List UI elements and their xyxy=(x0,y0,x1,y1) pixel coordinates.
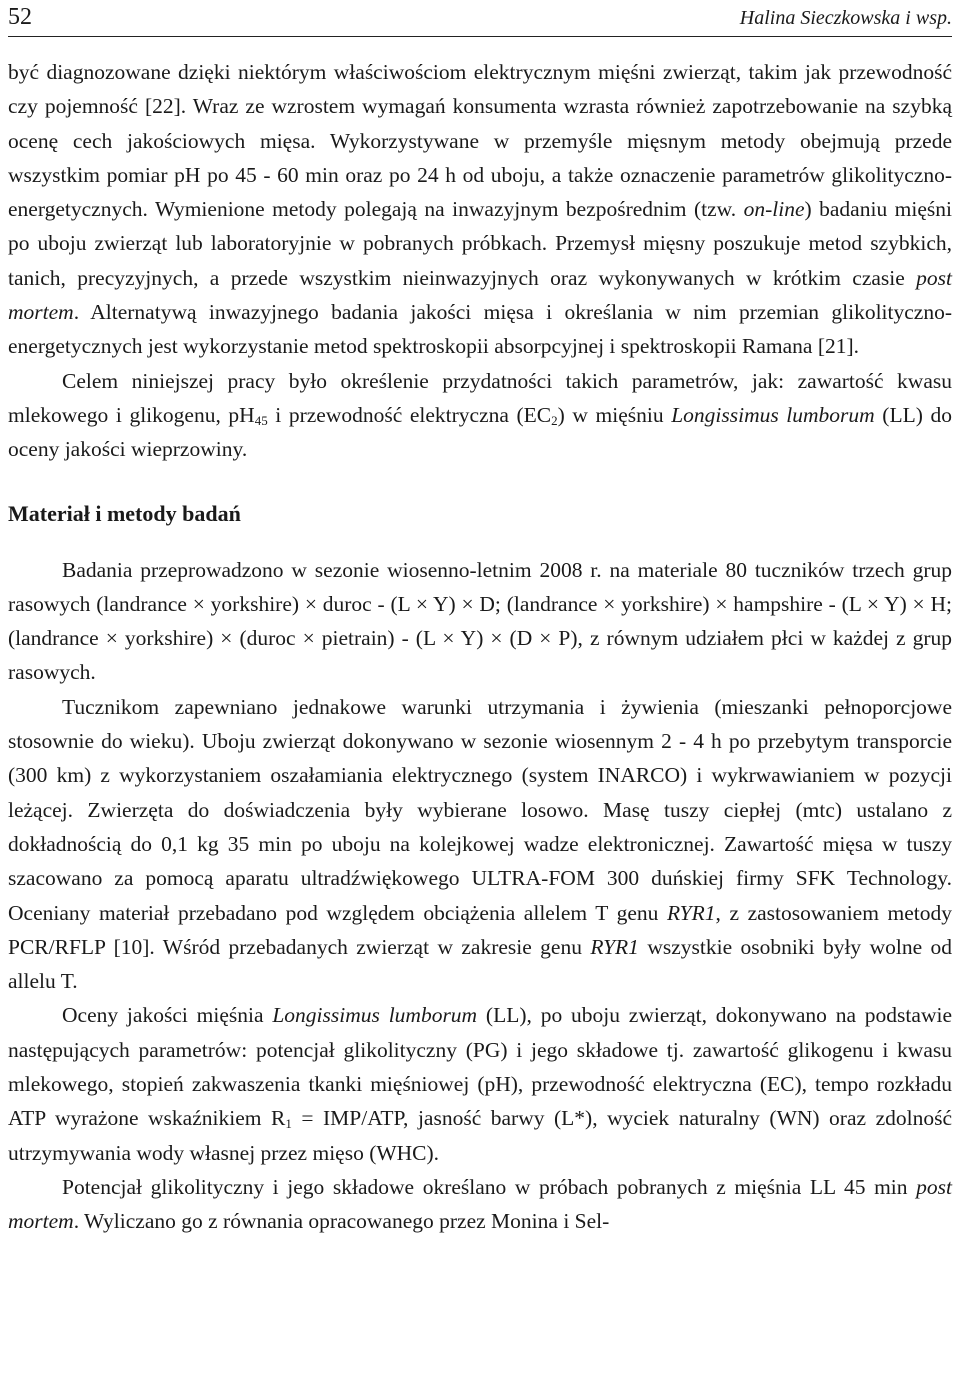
methods-paragraph-3: Oceny jakości mięśnia Longissimus lumborum (LL), po uboju zwierząt, dokonywano na podstawie następujących parametrów: potencjał glikolityczny (PG) i jego składowe tj. zawartość glikogenu i kwasu mlekowego, stopień zakwaszenia tkanki mięśniowej (pH), przewodność elektryczna (EC), tempo rozkładu ATP wyrażone wskaźnikiem $R_1 = IMP/ATP$, jasność barwy (L*), wyciek naturalny (WN) oraz zdolność utrzymywania wody własnej przez mięso (WHC). xyxy=(8,1003,952,1165)
methods-paragraph-2: Tucznikom zapewniano jednakowe warunki utrzymania i żywienia (mieszanki pełnoporcjowe stosownie do wieku). Uboju zwierząt dokonywano w sezonie wiosennym 2 - 4 h po przebytym transporcie (300 km) z wykorzystaniem oszałamiania elektrycznego (system INARCO) i wykrwawianiem w pozycji leżącej. Zwierzęta do doświadczenia były wybierane losowo. Masę tuszy ciepłej (mtc) ustalano z dokładnością do 0,1 kg 35 min po uboju na kolejkowej wadze elektronicznej. Zawartość mięsa w tuszy szacowano za pomocą aparatu ultradźwiękowego ULTRA-FOM 300 duńskiej firmy SFK Technology. Oceniany materiał przebadano pod względem obciążenia allelem T genu RYR1, z zastosowaniem metody PCR/RFLP [10]. Wśród przebadanych zwierząt w zakresie genu RYR1 wszystkie osobniki były wolne od allelu T. xyxy=(8,694,952,994)
page xyxy=(8,0,952,1239)
running-head xyxy=(8,0,952,37)
header-authors: Halina Sieczkowska i wsp. xyxy=(739,7,952,29)
section-heading: Materiał i metody badań xyxy=(8,500,241,526)
intro-paragraph-aim: Celem niniejszej pracy było określenie przydatności takich parametrów, jak: zawartość kwasu mlekowego i glikogenu, $pH_{45}$ i przewodność elektryczna $(EC_2)$ w mięśniu Longissimus lumborum (LL) do oceny jakości wieprzowiny. xyxy=(8,368,952,462)
methods-paragraph-1: Badania przeprowadzono w sezonie wiosenno-letnim 2008 r. na materiale 80 tuczników trzech grup rasowych (landrance × yorkshire) × duroc - (L × Y) × D; (landrance × yorkshire) × hampshire - (L × Y) × H; (landrance × yorkshire) × (duroc × pietrain) - (L × Y) × (D × P), z równym udziałem płci w każdej z grup rasowych. xyxy=(8,557,952,685)
page-number: 52 xyxy=(8,4,32,30)
intro-paragraph-1: być diagnozowane dzięki niektórym właściwościom elektrycznym mięśni zwierząt, takim jak przewodność czy pojemność [22]. Wraz ze wzrostem wymagań konsumenta wzrasta również zapotrzebowanie na szybką ocenę cech jakościowych mięsa. Wykorzystywane w przemyśle mięsnym metody obejmują przede wszystkim pomiar pH po 45 - 60 min oraz po 24 h od uboju, a także oznaczenie parametrów glikolityczno-energetycznych. Wymienione metody polegają na inwazyjnym bezpośrednim (tzw. on-line) badaniu mięśni po uboju zwierząt lub laboratoryjnie w pobranych próbkach. Przemysł mięsny poszukuje metod szybkich, tanich, precyzyjnych, a przede wszystkim nieinwazyjnych oraz wykonywanych w krótkim czasie post mortem. Alternatywą inwazyjnego badania jakości mięsa i określania w nim przemian glikolityczno-energetycznych jest wykorzystanie metod spektroskopii absorpcyjnej i spektroskopii Ramana [21]. xyxy=(8,60,952,359)
methods-paragraph-4: Potencjał glikolityczny i jego składowe określano w próbach pobranych z mięśnia LL 45 min post mortem. Wyliczano go z równania opracowanego przez Monina i Sel- xyxy=(8,1174,952,1234)
